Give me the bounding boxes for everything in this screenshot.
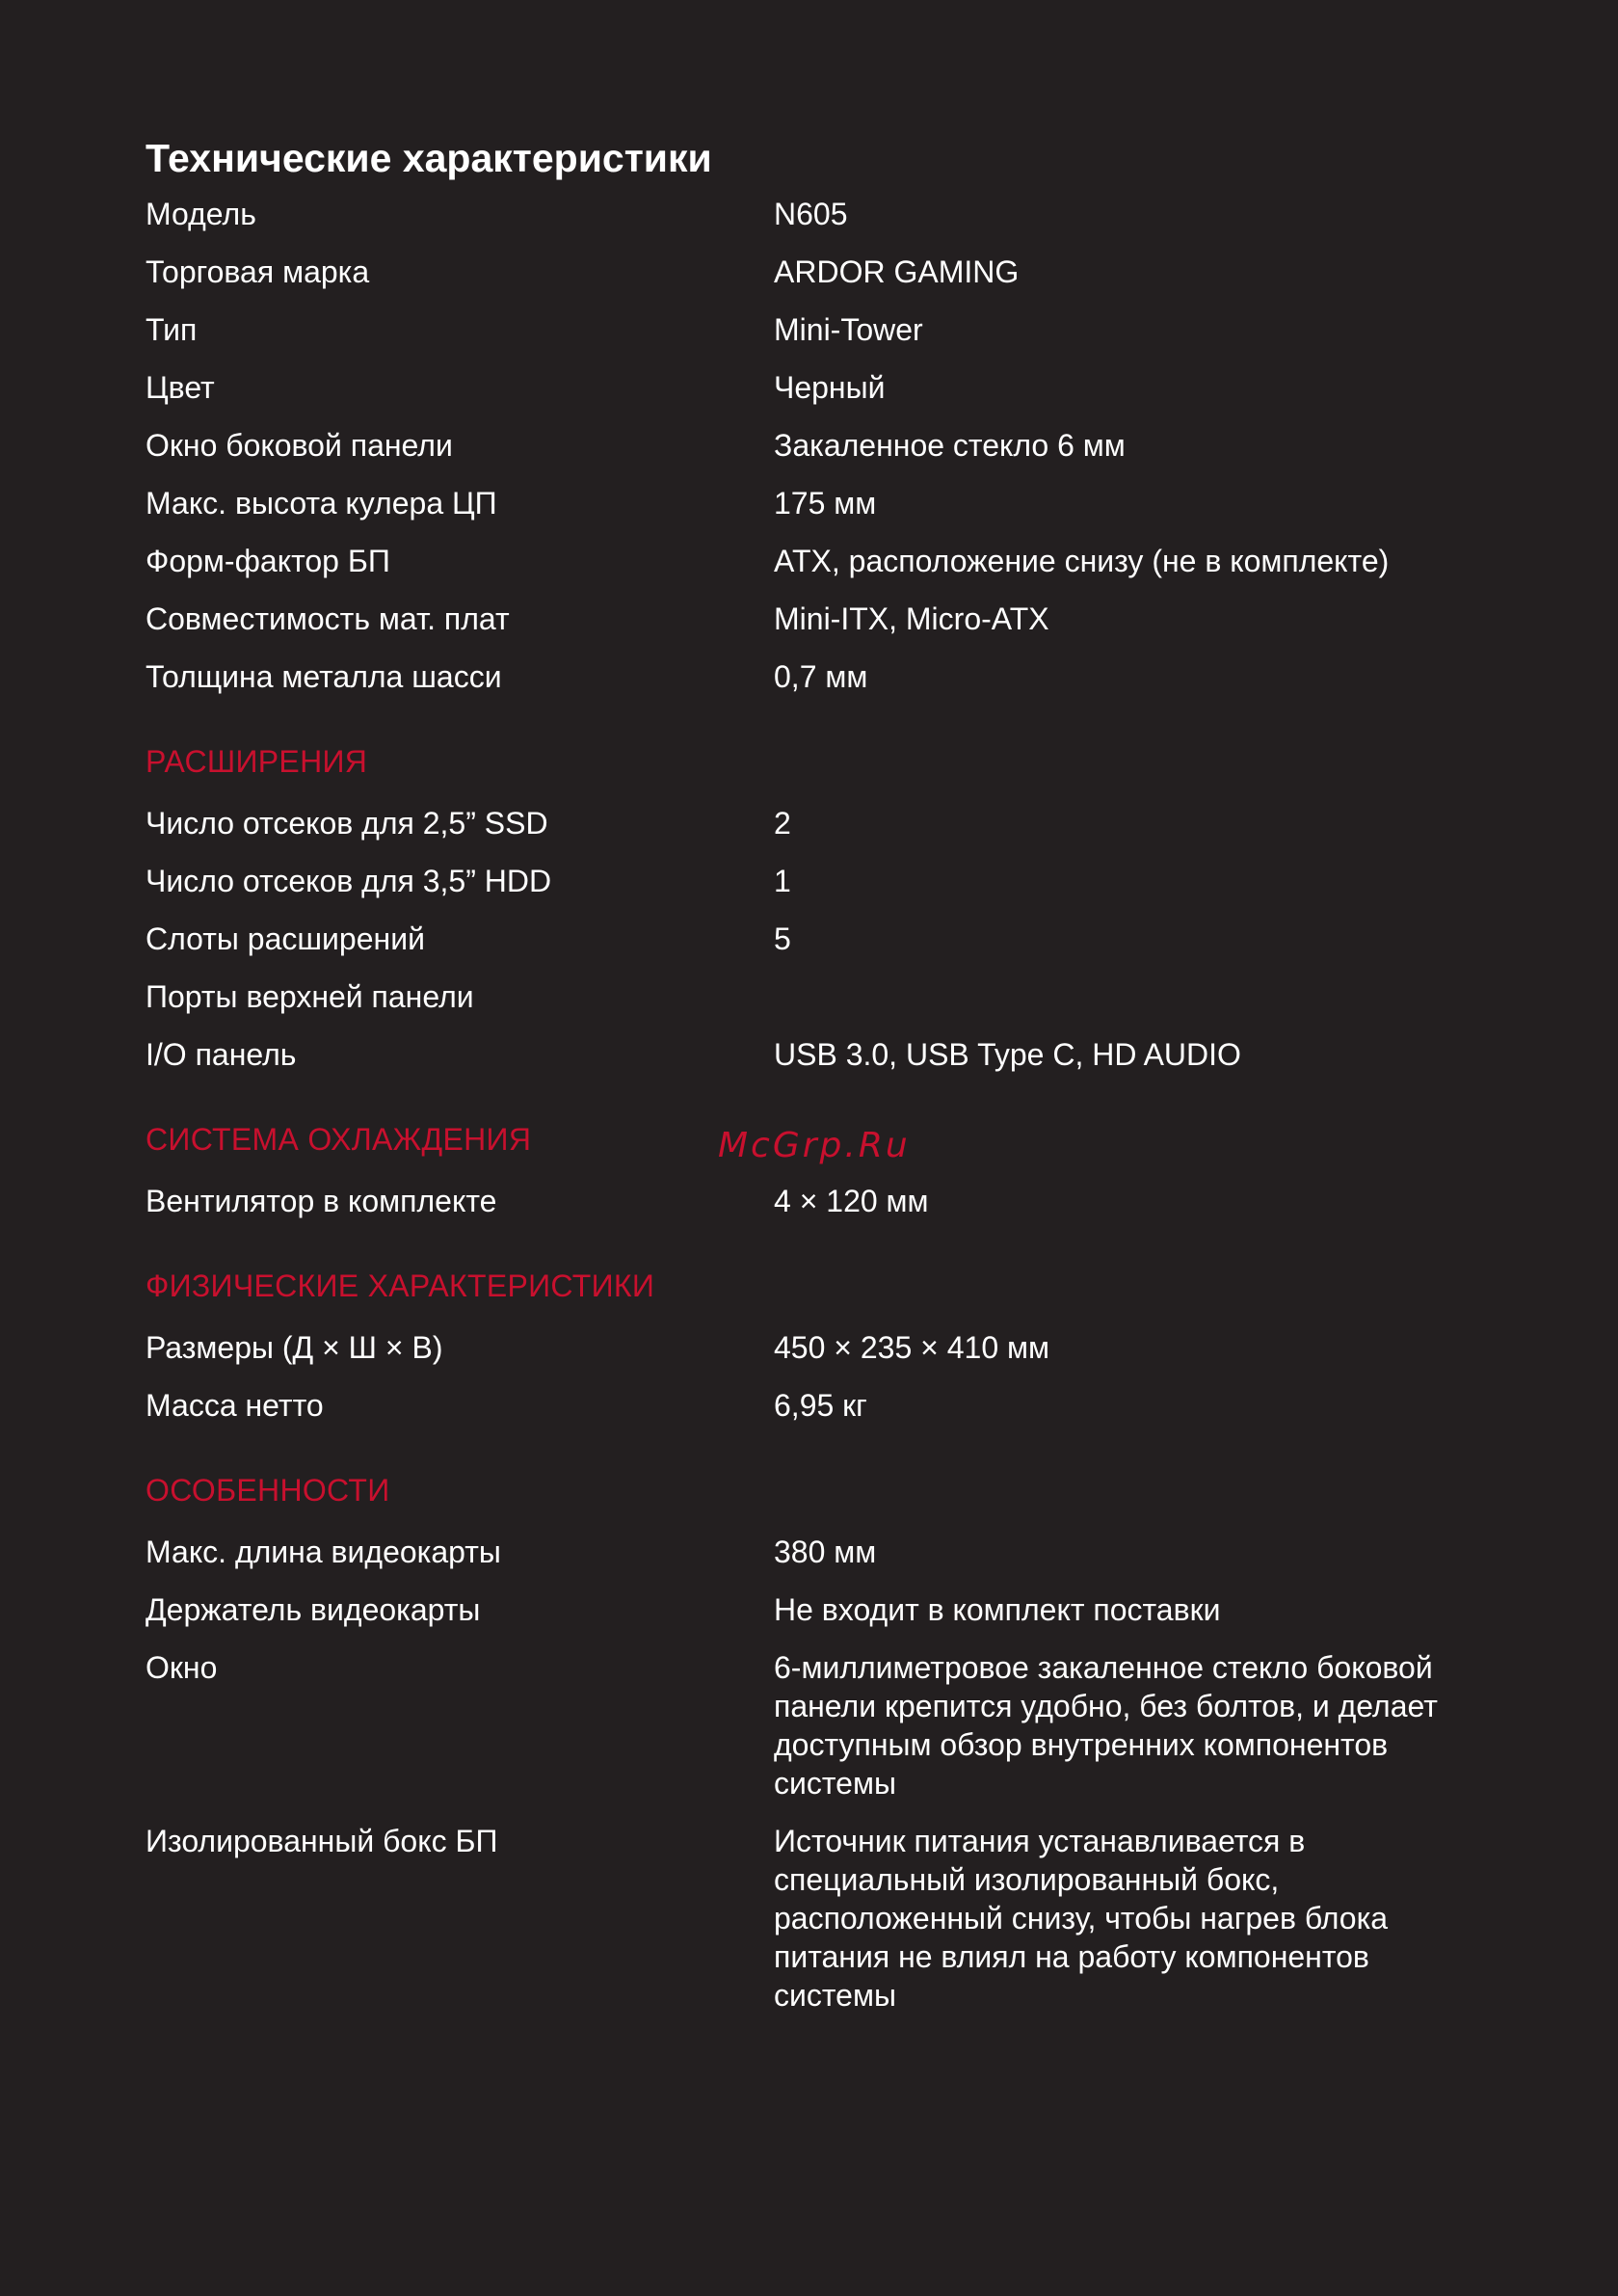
spec-row-net-weight	[146, 1386, 1514, 1425]
spec-row-io-panel	[146, 1035, 1514, 1074]
spec-value: 450 × 235 × 410 мм	[774, 1330, 1049, 1365]
spec-row-gpu-length	[146, 1533, 1514, 1571]
section-heading-features: ОСОБЕННОСТИ	[146, 1473, 390, 1508]
spec-value: 1	[774, 864, 791, 898]
spec-row-included-fans	[146, 1182, 1514, 1220]
spec-row-chassis-thickness	[146, 657, 1514, 696]
spec-value: 5	[774, 921, 791, 956]
spec-value: 0,7 мм	[774, 659, 868, 694]
spec-label: Торговая марка	[146, 254, 370, 289]
section-heading-cooling: СИСТЕМА ОХЛАЖДЕНИЯ	[146, 1122, 532, 1157]
spec-row-window	[146, 1648, 1514, 1802]
spec-label: Число отсеков для 2,5” SSD	[146, 806, 548, 841]
spec-value: 2	[774, 806, 791, 841]
spec-row-ssd-bays	[146, 804, 1514, 842]
spec-row-hdd-bays	[146, 862, 1514, 900]
spec-label: Слоты расширений	[146, 921, 425, 956]
spec-value: USB 3.0, USB Type C, HD AUDIO	[774, 1037, 1241, 1072]
spec-value: 6-миллиметровое закаленное стекло боковой панели крепится удобно, без болтов, и делает доступным обзор внутренних компонентов системы	[774, 1650, 1438, 1801]
spec-row-top-panel-ports	[146, 977, 1514, 1016]
spec-label: Цвет	[146, 370, 215, 405]
spec-row-cpu-cooler-height	[146, 484, 1514, 522]
spec-label: Изолированный бокс БП	[146, 1824, 498, 1858]
spec-value: 175 мм	[774, 486, 877, 521]
spec-label: Совместимость мат. плат	[146, 601, 510, 636]
spec-label: Окно боковой панели	[146, 428, 453, 463]
spec-page	[146, 129, 1514, 2034]
spec-label: I/O панель	[146, 1037, 297, 1072]
section-heading-physical: ФИЗИЧЕСКИЕ ХАРАКТЕРИСТИКИ	[146, 1268, 655, 1303]
watermark: McGrp.Ru	[718, 1126, 911, 1165]
spec-row-side-window	[146, 426, 1514, 465]
spec-value	[774, 977, 1514, 1016]
spec-row-psu-form-factor	[146, 542, 1514, 580]
spec-value: Источник питания устанавливается в специальный изолированный бокс, расположенный снизу, чтобы нагрев блока питания не влиял на работу компонентов системы	[774, 1824, 1389, 2013]
spec-row-dimensions	[146, 1328, 1514, 1367]
spec-label: Форм-фактор БП	[146, 544, 390, 578]
spec-row-motherboard-compat	[146, 600, 1514, 638]
spec-label: Толщина металла шасси	[146, 659, 502, 694]
page-title: Технические характеристики	[146, 136, 712, 180]
spec-value: 380 мм	[774, 1535, 877, 1569]
spec-label: Число отсеков для 3,5” HDD	[146, 864, 552, 898]
spec-value: 4 × 120 мм	[774, 1184, 929, 1218]
spec-row-psu-shroud	[146, 1822, 1514, 2015]
spec-value: Черный	[774, 370, 886, 405]
spec-value: N605	[774, 197, 848, 231]
spec-value: Закаленное стекло 6 мм	[774, 428, 1126, 463]
spec-row-gpu-holder	[146, 1590, 1514, 1629]
section-heading-expansion: РАСШИРЕНИЯ	[146, 744, 368, 779]
spec-label: Окно	[146, 1650, 218, 1685]
spec-row-color	[146, 368, 1514, 407]
spec-value: ATX, расположение снизу (не в комплекте)	[774, 544, 1390, 578]
spec-label: Порты верхней панели	[146, 979, 474, 1014]
spec-label: Макс. высота кулера ЦП	[146, 486, 497, 521]
spec-label: Макс. длина видеокарты	[146, 1535, 501, 1569]
spec-row-model	[146, 195, 1514, 233]
spec-value: Не входит в комплект поставки	[774, 1592, 1221, 1627]
spec-value: ARDOR GAMING	[774, 254, 1020, 289]
spec-label: Тип	[146, 312, 198, 347]
spec-value: Mini-Tower	[774, 312, 923, 347]
spec-value: Mini-ITX, Micro-ATX	[774, 601, 1049, 636]
spec-value: 6,95 кг	[774, 1388, 867, 1423]
spec-label: Держатель видеокарты	[146, 1592, 481, 1627]
spec-label: Масса нетто	[146, 1388, 324, 1423]
spec-row-expansion-slots	[146, 920, 1514, 958]
spec-label: Модель	[146, 197, 256, 231]
spec-label: Вентилятор в комплекте	[146, 1184, 497, 1218]
spec-row-brand	[146, 253, 1514, 291]
spec-label: Размеры (Д × Ш × В)	[146, 1330, 443, 1365]
spec-row-type	[146, 310, 1514, 349]
